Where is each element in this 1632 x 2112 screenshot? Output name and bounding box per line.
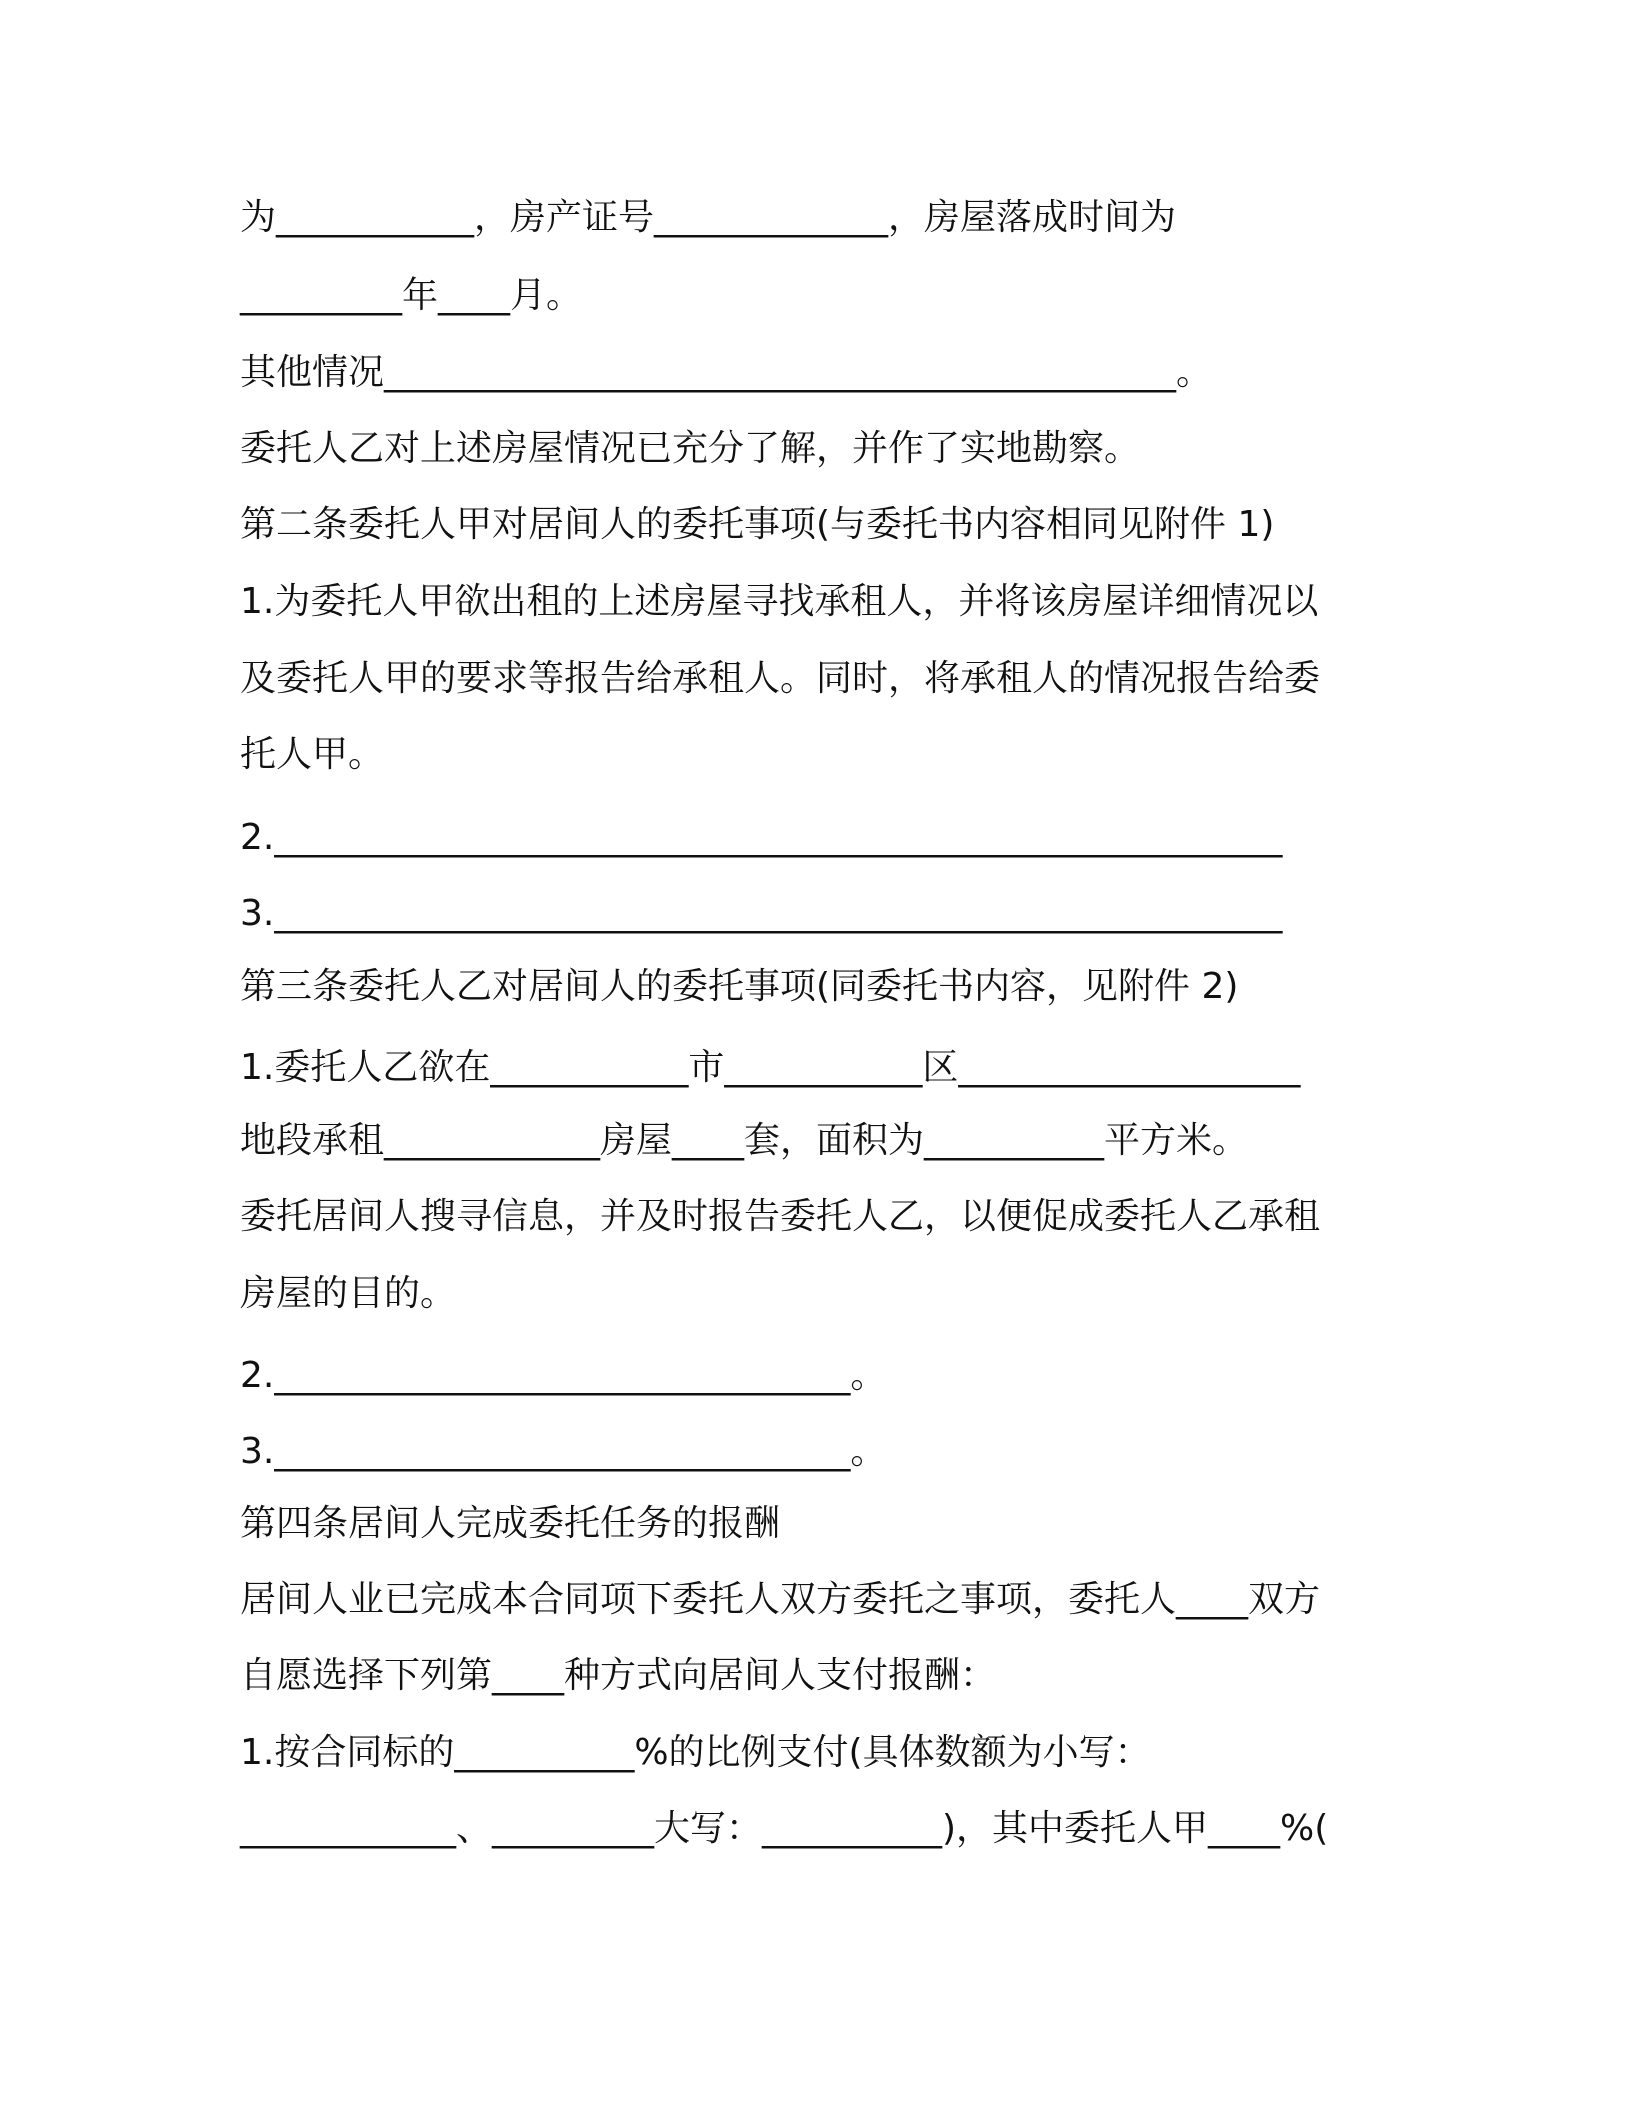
article-heading: 第三条委托人乙对居间人的委托事项(同委托书内容，见附件 2) xyxy=(240,966,1239,1007)
text-line: 1.委托人乙欲在___________市___________区___________________ xyxy=(240,1047,1301,1088)
text-line: 自愿选择下列第____种方式向居间人支付报酬： xyxy=(240,1655,997,1696)
text-line: 及委托人甲的要求等报告给承租人。同时，将承租人的情况报告给委 xyxy=(240,658,1321,699)
text-line: 3.________________________________。 xyxy=(240,1431,887,1472)
article-heading: 第二条委托人甲对居间人的委托事项(与委托书内容相同见附件 1) xyxy=(240,504,1275,545)
text-line: 地段承租____________房屋____套，面积为__________平方米。 xyxy=(240,1120,1249,1161)
text-line: 2.________________________________________________________ xyxy=(240,817,1283,858)
article-heading: 第四条居间人完成委托任务的报酬 xyxy=(240,1503,781,1544)
text-line: _________年____月。 xyxy=(240,275,583,316)
text-line: 托人甲。 xyxy=(240,734,385,775)
text-line: 1.为委托人甲欲出租的上述房屋寻找承租人，并将该房屋详细情况以 xyxy=(240,581,1319,622)
text-line: 其他情况____________________________________________。 xyxy=(240,352,1213,393)
text-line: 为___________，房产证号_____________，房屋落成时间为 xyxy=(240,197,1177,238)
text-line: 委托人乙对上述房屋情况已充分了解，并作了实地勘察。 xyxy=(240,428,1141,469)
text-line: 居间人业已完成本合同项下委托人双方委托之事项，委托人____双方 xyxy=(240,1579,1321,1620)
text-line: 3.________________________________________________________ xyxy=(240,893,1283,934)
text-line: 2.________________________________。 xyxy=(240,1355,887,1396)
text-line: ____________、_________大写：__________)，其中委托人甲____%( xyxy=(240,1808,1329,1849)
text-line: 委托居间人搜寻信息，并及时报告委托人乙，以便促成委托人乙承租 xyxy=(240,1196,1321,1237)
text-line: 1.按合同标的__________%的比例支付(具体数额为小写： xyxy=(240,1732,1151,1773)
text-line: 房屋的目的。 xyxy=(240,1273,457,1314)
